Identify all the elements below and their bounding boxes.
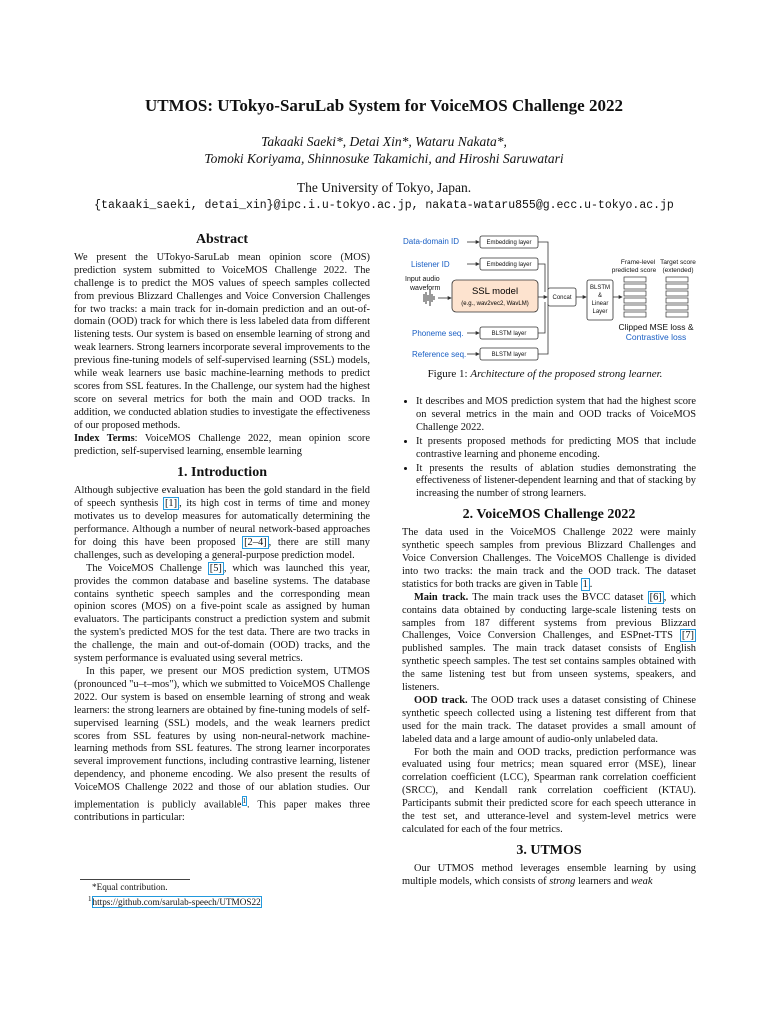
citation-link[interactable]: [5] xyxy=(209,562,222,574)
target-extended-label: (extended) xyxy=(662,267,694,274)
frame-score-cells xyxy=(624,277,688,317)
footnote-url: $^1$https://github.com/sarulab-speech/UTMOS22 xyxy=(88,894,261,907)
contributions-list xyxy=(402,396,696,501)
github-link[interactable]: https://github.com/sarulab-speech/UTMOS22 xyxy=(92,896,261,907)
waveform-icon xyxy=(424,290,434,306)
blstm-text: BLSTM xyxy=(589,285,611,291)
reference-seq-label: Reference seq. xyxy=(412,350,467,359)
left-column xyxy=(74,234,370,825)
author-emails: {takaaki_saeki, detai_xin}@ipc.i.u-tokyo.ac.jp, nakata-wataru855@g.ecc.u-tokyo.ac.jp xyxy=(94,199,674,212)
metrics-paragraph: For both the main and OOD tracks, prediction performance was evaluated using four metrics; mean squared error (MSE), linear correlation coefficient (LCC), Spearman rank correlation coefficient (SRCC), and Kendall rank correlation coefficient (KTAU). Participants submit their predicted score for each speech utterance in the test set, and utterance-level and system-level metrics were calculated for each of the four metrics. xyxy=(402,746,696,835)
phoneme-seq-label: Phoneme seq. xyxy=(412,329,464,338)
ssl-model-example: (e.g., wav2vec2, WavLM) xyxy=(461,301,529,307)
contribution-item: • It describes and MOS prediction system that had the highest score on several metrics in the main and OOD tracks of VoiceMOS Challenge 2022. xyxy=(416,396,696,435)
predicted-score-cell xyxy=(624,284,646,289)
footnotes xyxy=(80,882,370,908)
citation-link[interactable]: [2–4] xyxy=(244,536,267,548)
target-score-cell xyxy=(666,312,688,317)
contribution-item: • It presents the results of ablation studies demonstrating the effectiveness of listener-dependent learning and that of stacking by increasing the number of strong learners. xyxy=(416,463,696,502)
concat-connectors xyxy=(538,242,548,354)
utmos-paragraph: Our UTMOS method leverages ensemble learning by using multiple models, which consists of strong learners and weak xyxy=(402,862,696,887)
target-score-cell xyxy=(666,305,688,310)
authors-line-2: Tomoki Koriyama, Shinnosuke Takamichi, and Hiroshi Saruwatari xyxy=(204,151,564,166)
predicted-score-cell xyxy=(624,298,646,303)
listener-id-label: Listener ID xyxy=(411,260,450,269)
frame-level-label: Frame-level xyxy=(620,259,656,266)
blstm-layer-text: BLSTM layer xyxy=(491,352,527,358)
ood-track-paragraph: OOD track. The OOD track uses a dataset consisting of Chinese synthetic speech collected using a listening test different from that used for the main track. The dataset provides a small amount of labeled data and a large amount of audio-only unlabeled data. xyxy=(402,694,697,745)
intro-heading: 1. Introduction xyxy=(177,465,267,481)
utmos-heading: 3. UTMOS xyxy=(516,842,582,858)
architecture-figure xyxy=(398,232,698,366)
paper-title: UTMOS: UTokyo-SaruLab System for VoiceMOS Challenge 2022 xyxy=(145,96,623,115)
index-terms-label: Index Terms xyxy=(74,432,135,444)
target-score-cell xyxy=(666,284,688,289)
target-score-cell xyxy=(666,291,688,296)
linear-text: Linear xyxy=(591,301,609,307)
predicted-score-cell xyxy=(624,277,646,282)
citation-link[interactable]: [7] xyxy=(681,630,694,642)
figure-caption: Figure 1: Architecture of the proposed strong learner. xyxy=(427,368,663,380)
citation-link[interactable]: [1] xyxy=(164,498,178,510)
embedding-layer-text: Embedding layer xyxy=(486,240,532,246)
embedding-layer-text: Embedding layer xyxy=(486,262,532,268)
footnote-equal-contribution: *Equal contribution. xyxy=(92,882,168,892)
concat-text: Concat xyxy=(552,295,572,301)
intro-paragraph-2: The VoiceMOS Challenge [5] , which was launched this year, provides the common database and baseline systems. The database contains synthetic speech samples and the corresponding mean opinion scores (MOS) on a five-point scale as assigned by human evaluators. The participants construct a prediction system and submit the system's predicted MOS for the test data. There are two tracks in the challenge, the main and out-of-domain (OOD) tracks, and the system performance is evaluated using several metrics. xyxy=(74,562,370,665)
abstract-heading: Abstract xyxy=(195,232,249,247)
index-terms xyxy=(74,433,370,459)
predicted-score-cell xyxy=(624,312,646,317)
right-column xyxy=(402,396,696,889)
predicted-score-label: predicted score xyxy=(611,267,657,274)
main-track-paragraph: Main track. The main track uses the BVCC dataset [6] , which contains data obtained by conducting large-scale listening tests on samples from 187 different systems from previous Blizzard Challenges, Voice Conversion Challenges, and ESPnet-TTS [7] published samples. The main track dataset consists of English synthetic speech samples. The test set contains samples obtained with the same listening test but from unseen systems, speakers, and listeners. xyxy=(402,591,696,694)
intro-paragraph-3: In this paper, we present our MOS prediction system, UTMOS (pronounced "u–t–mos"), which we submitted to VoiceMOS Challenge 2022. Our system is based on ensemble learning of strong and weak learners: the strong learners are obtained by fine-tuning models of self-supervised learning (SSL) models, and the weak learners predict scores from SSL features by using non-neural-network machine-learning methods from SSL features. The strong learner incorporates several improvement functions, including contrastive learning, listener dependency, and phoneme encoding. We also present the results of VoiceMOS Challenge 2022 and those of our ablation studies. Our implementation is publicly available$^1$. This paper makes three contributions in particular: xyxy=(74,666,370,824)
blstm-layer-text: BLSTM layer xyxy=(491,331,527,337)
waveform-label: waveform xyxy=(410,285,441,292)
ssl-model-text: SSL model xyxy=(471,286,519,297)
predicted-score-cell xyxy=(624,305,646,310)
ampersand-text: & xyxy=(597,293,603,299)
vmc-paragraph-1: The data used in the VoiceMOS Challenge 2022 were mainly synthetic speech samples from previous Blizzard Challenges and Voice Conversion Challenges. The VoiceMOS Challenge is divided into two tracks: the main track and the OOD track. The dataset statistics for both tracks are given in Table 1 . xyxy=(402,527,696,590)
footnote-link[interactable]: 1 xyxy=(242,797,246,806)
table-link[interactable]: 1 xyxy=(582,578,588,590)
target-score-cell xyxy=(666,277,688,282)
contrastive-loss-label: Contrastive loss xyxy=(625,332,687,342)
citation-link[interactable]: [6] xyxy=(649,591,662,603)
intro-paragraph-1: Although subjective evaluation has been the gold standard in the field of speech synthesis [1] , its high cost in terms of time and money motivates us to develop measures for automatically determining the performance. Although a number of neural network-based approaches for doing this have been proposed [2–4] , there are still many challenges, such as developing a general-purpose prediction model. xyxy=(74,485,371,561)
data-domain-id-label: Data-domain ID xyxy=(403,237,460,246)
authors-line-1: Takaaki Saeki*, Detai Xin*, Wataru Nakata*, xyxy=(261,134,507,149)
target-score-cell xyxy=(666,298,688,303)
contribution-item: • It presents proposed methods for predicting MOS that include contrastive learning and phoneme encoding. xyxy=(416,436,696,462)
layer-text: Layer xyxy=(592,309,608,315)
index-terms-text: : VoiceMOS Challenge 2022, mean opinion score prediction, self-supervised learning, ensemble learning xyxy=(74,432,370,457)
abstract-body: We present the UTokyo-SaruLab mean opinion score (MOS) prediction system submitted to VoiceMOS Challenge 2022. The challenge is to predict the MOS values of speech samples collected from previous Blizzard Challenges and Voice Conversion Challenges for two tracks: a main track for in-domain prediction and an out-of-domain (OOD) track for which there is less labeled data from different listening tests. Our system is based on ensemble learning of strong and weak learners. Strong learners incorporate several improvements to the previous fine-tuning models of self-supervised learning (SSL) models, while weak learners use basic machine-learning methods to predict scores from SSL features. In the Challenge, our system had the highest score on several metrics for both the main and OOD tracks. In addition, we conducted ablation studies to investigate the effectiveness of our proposed methods. xyxy=(74,251,370,431)
predicted-score-cell xyxy=(624,291,646,296)
voicemos-heading: 2. VoiceMOS Challenge 2022 xyxy=(462,507,636,523)
affiliation: The University of Tokyo, Japan. xyxy=(296,180,472,195)
target-score-label: Target score xyxy=(660,259,696,266)
clipped-mse-loss-label: Clipped MSE loss & xyxy=(618,322,694,332)
input-audio-label: Input audio xyxy=(405,276,440,283)
footnote-rule xyxy=(80,879,190,880)
